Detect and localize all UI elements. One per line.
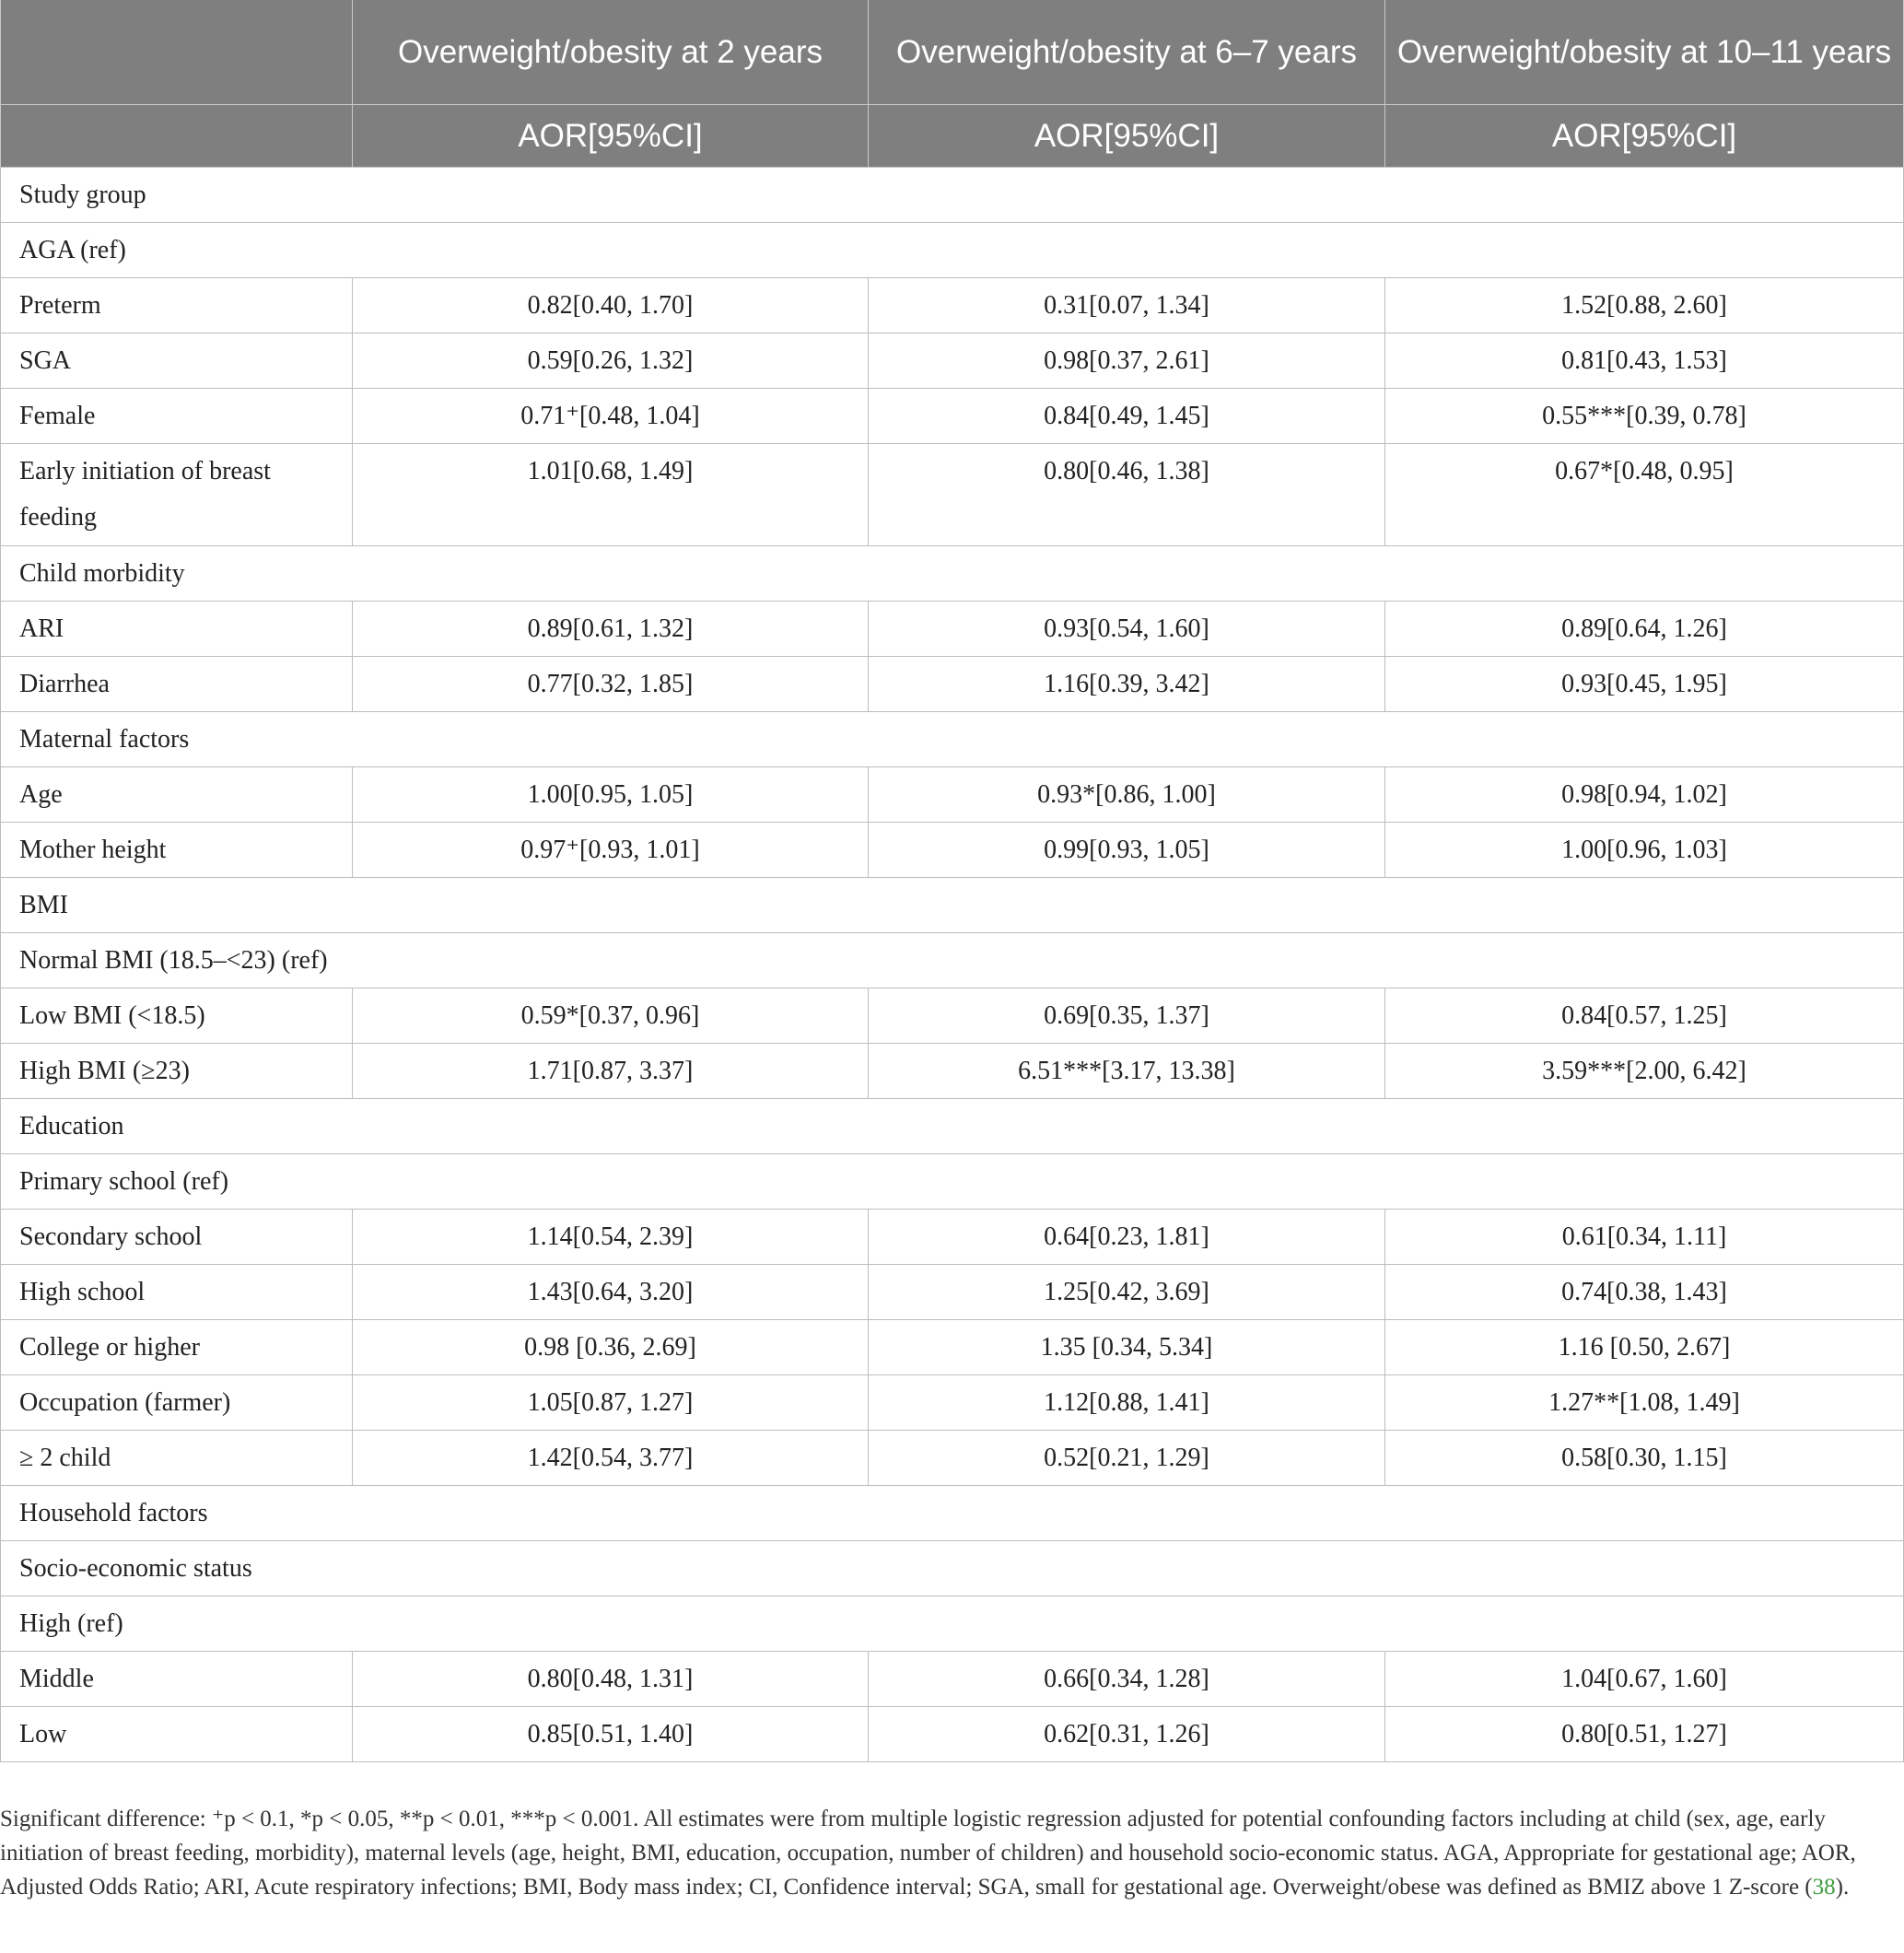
aor-cell: 0.61[0.34, 1.11] [1385, 1210, 1904, 1265]
table-row [1, 657, 1904, 712]
aor-cell: 0.71⁺[0.48, 1.04] [353, 389, 869, 444]
table-row [1, 1320, 1904, 1375]
aor-cell: 0.98[0.94, 1.02] [1385, 767, 1904, 823]
aor-cell: 1.04[0.67, 1.60] [1385, 1652, 1904, 1707]
section-label: BMI [1, 878, 1904, 933]
row-label: Mother height [1, 823, 353, 878]
section-label: Household factors [1, 1486, 1904, 1541]
section-row [1, 1596, 1904, 1652]
row-label: High school [1, 1265, 353, 1320]
row-label: Diarrhea [1, 657, 353, 712]
aor-cell: 1.25[0.42, 3.69] [869, 1265, 1385, 1320]
aor-cell: 1.05[0.87, 1.27] [353, 1375, 869, 1431]
table-row [1, 767, 1904, 823]
aor-cell: 0.93[0.45, 1.95] [1385, 657, 1904, 712]
table-row [1, 1707, 1904, 1762]
aor-cell: 0.55***[0.39, 0.78] [1385, 389, 1904, 444]
subheader-row [1, 105, 1904, 168]
aor-cell: 0.97⁺[0.93, 1.01] [353, 823, 869, 878]
row-label: High BMI (≥23) [1, 1044, 353, 1099]
table-row [1, 389, 1904, 444]
section-label: Study group [1, 168, 1904, 223]
aor-cell: 0.59[0.26, 1.32] [353, 333, 869, 389]
aor-cell: 0.80[0.51, 1.27] [1385, 1707, 1904, 1762]
section-label: AGA (ref) [1, 223, 1904, 278]
aor-cell: 0.98[0.37, 2.61] [869, 333, 1385, 389]
table-row [1, 333, 1904, 389]
section-row [1, 546, 1904, 602]
header-cell-6-7-years: Overweight/obesity at 6–7 years [869, 0, 1385, 105]
section-row [1, 168, 1904, 223]
section-label: Maternal factors [1, 712, 1904, 767]
header-cell-blank [1, 0, 353, 105]
row-label: Age [1, 767, 353, 823]
section-row [1, 1541, 1904, 1596]
aor-cell: 0.77[0.32, 1.85] [353, 657, 869, 712]
subheader-cell-blank [1, 105, 353, 168]
subheader-cell: AOR[95%CI] [353, 105, 869, 168]
aor-cell: 1.00[0.95, 1.05] [353, 767, 869, 823]
section-row [1, 1486, 1904, 1541]
aor-cell: 1.35 [0.34, 5.34] [869, 1320, 1385, 1375]
aor-cell: 1.12[0.88, 1.41] [869, 1375, 1385, 1431]
aor-cell: 0.84[0.57, 1.25] [1385, 988, 1904, 1044]
aor-cell: 0.98 [0.36, 2.69] [353, 1320, 869, 1375]
section-row [1, 712, 1904, 767]
table-row [1, 1431, 1904, 1486]
aor-cell: 1.71[0.87, 3.37] [353, 1044, 869, 1099]
section-label: High (ref) [1, 1596, 1904, 1652]
subheader-cell: AOR[95%CI] [1385, 105, 1904, 168]
header-cell-2-years: Overweight/obesity at 2 years [353, 0, 869, 105]
footnote-end: ). [1835, 1875, 1850, 1900]
aor-cell: 1.00[0.96, 1.03] [1385, 823, 1904, 878]
aor-cell: 0.66[0.34, 1.28] [869, 1652, 1385, 1707]
section-row [1, 878, 1904, 933]
aor-cell: 0.81[0.43, 1.53] [1385, 333, 1904, 389]
aor-cell: 0.69[0.35, 1.37] [869, 988, 1385, 1044]
aor-cell: 0.84[0.49, 1.45] [869, 389, 1385, 444]
aor-cell: 0.80[0.48, 1.31] [353, 1652, 869, 1707]
aor-cell: 1.43[0.64, 3.20] [353, 1265, 869, 1320]
aor-cell: 1.42[0.54, 3.77] [353, 1431, 869, 1486]
table-body [1, 168, 1904, 1762]
footnote-text: Significant difference: ⁺p < 0.1, *p < 0.05, **p < 0.01, ***p < 0.001. All estimates were from multiple logistic regression adjusted for potential confounding factors including at child (sex, age, early initiation of breast feeding, morbidity), maternal levels (age, height, BMI, education, occupation, number of children) and household socio-economic status. AGA, Appropriate for gestational age; AOR, Adjusted Odds Ratio; ARI, Acute respiratory infections; BMI, Body mass index; CI, Confidence interval; SGA, small for gestational age. Overweight/obese was defined as BMIZ above 1 Z-score ( [0, 1807, 1856, 1900]
table-row [1, 278, 1904, 333]
aor-cell: 0.52[0.21, 1.29] [869, 1431, 1385, 1486]
aor-cell: 0.62[0.31, 1.26] [869, 1707, 1385, 1762]
row-label: Middle [1, 1652, 353, 1707]
row-label: Early initiation of breast feeding [1, 444, 353, 546]
subheader-cell: AOR[95%CI] [869, 105, 1385, 168]
table-row [1, 444, 1904, 546]
aor-cell: 0.31[0.07, 1.34] [869, 278, 1385, 333]
aor-cell: 0.85[0.51, 1.40] [353, 1707, 869, 1762]
table-row [1, 1044, 1904, 1099]
aor-cell: 0.59*[0.37, 0.96] [353, 988, 869, 1044]
aor-cell: 0.89[0.64, 1.26] [1385, 602, 1904, 657]
section-label: Normal BMI (18.5–<23) (ref) [1, 933, 1904, 988]
reference-link[interactable]: 38 [1812, 1875, 1836, 1900]
aor-cell: 0.64[0.23, 1.81] [869, 1210, 1385, 1265]
row-label: Low [1, 1707, 353, 1762]
section-row [1, 223, 1904, 278]
table-footnote [0, 1802, 1899, 1904]
aor-cell: 0.80[0.46, 1.38] [869, 444, 1385, 546]
table-row [1, 602, 1904, 657]
section-label: Education [1, 1099, 1904, 1154]
row-label: Secondary school [1, 1210, 353, 1265]
section-row [1, 1154, 1904, 1210]
row-label: Preterm [1, 278, 353, 333]
aor-cell: 1.16 [0.50, 2.67] [1385, 1320, 1904, 1375]
aor-cell: 1.14[0.54, 2.39] [353, 1210, 869, 1265]
row-label: ARI [1, 602, 353, 657]
table-row [1, 1265, 1904, 1320]
aor-cell: 0.89[0.61, 1.32] [353, 602, 869, 657]
table-row [1, 1652, 1904, 1707]
aor-cell: 3.59***[2.00, 6.42] [1385, 1044, 1904, 1099]
table-row [1, 1210, 1904, 1265]
aor-cell: 1.52[0.88, 2.60] [1385, 278, 1904, 333]
table-row [1, 1375, 1904, 1431]
section-label: Child morbidity [1, 546, 1904, 602]
aor-cell: 0.99[0.93, 1.05] [869, 823, 1385, 878]
aor-cell: 0.58[0.30, 1.15] [1385, 1431, 1904, 1486]
row-label: SGA [1, 333, 353, 389]
row-label: College or higher [1, 1320, 353, 1375]
aor-cell: 0.93*[0.86, 1.00] [869, 767, 1385, 823]
row-label: Occupation (farmer) [1, 1375, 353, 1431]
aor-cell: 6.51***[3.17, 13.38] [869, 1044, 1385, 1099]
header-cell-10-11-years: Overweight/obesity at 10–11 years [1385, 0, 1904, 105]
section-label: Socio-economic status [1, 1541, 1904, 1596]
section-row [1, 933, 1904, 988]
table-row [1, 988, 1904, 1044]
section-row [1, 1099, 1904, 1154]
row-label: ≥ 2 child [1, 1431, 353, 1486]
aor-cell: 0.93[0.54, 1.60] [869, 602, 1385, 657]
header-row [1, 0, 1904, 105]
aor-cell: 1.01[0.68, 1.49] [353, 444, 869, 546]
table-row [1, 823, 1904, 878]
aor-cell: 1.27**[1.08, 1.49] [1385, 1375, 1904, 1431]
aor-cell: 0.74[0.38, 1.43] [1385, 1265, 1904, 1320]
aor-cell: 0.82[0.40, 1.70] [353, 278, 869, 333]
row-label: Low BMI (<18.5) [1, 988, 353, 1044]
aor-cell: 1.16[0.39, 3.42] [869, 657, 1385, 712]
section-label: Primary school (ref) [1, 1154, 1904, 1210]
row-label: Female [1, 389, 353, 444]
aor-cell: 0.67*[0.48, 0.95] [1385, 444, 1904, 546]
